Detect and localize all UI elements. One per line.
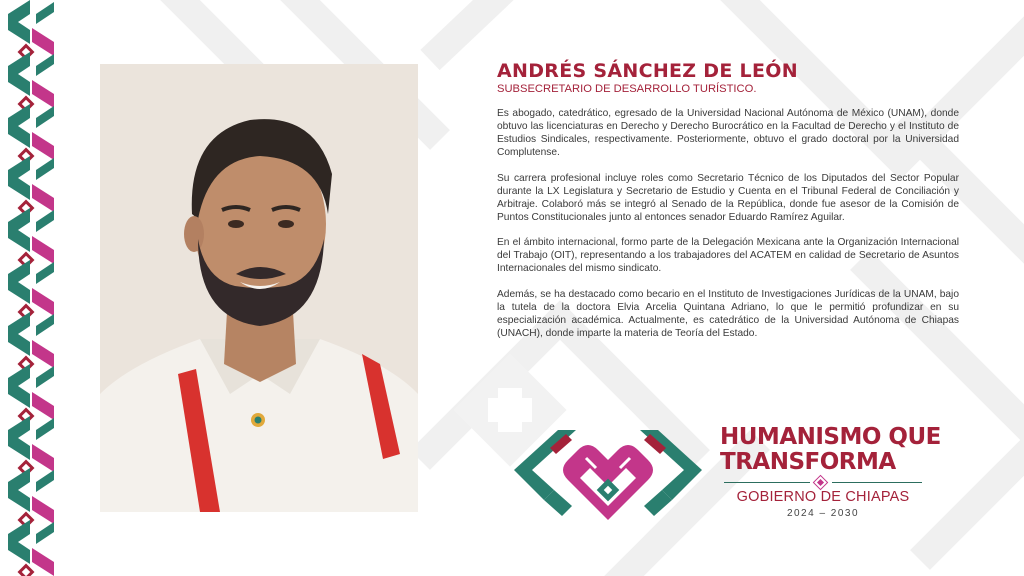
bio-paragraph: Su carrera profesional incluye roles como Secretario Técnico de los Diputados del Sector Popular durante la LX Legislatura y Secretario de Estudio y Cuenta en el Tribunal Federal de Conciliación y Arbitraje. Colaboró más se integró al Senado de la República, donde fue asesor de la Comisión de Puntos Constitucionales junto al entonces senador Eduardo Ramírez Aguilar. <box>497 172 959 223</box>
bio-paragraph: Además, se ha destacado como becario en el Instituto de Investigaciones Jurídicas de la UNAM, bajo la tutela de la doctora Elvia Arcelia Quintana Adriano, lo que le permitió profundizar en su especialización académica. Actualmente, es catedrático de la Universidad Autónoma de Chiapas (UNACH), donde imparte la materia de Teoría del Estado. <box>497 288 959 339</box>
bio-paragraph: Es abogado, catedrático, egresado de la Universidad Nacional Autónoma de México (UNAM), donde obtuvo las licenciaturas en Derecho y Derecho Burocrático en la Facultad de Derecho y el Instituto de Estudios Sindicales, respectivamente. Posteriormente, obtuvo el grado doctoral por la Universidad Complutense. <box>497 108 959 158</box>
decorative-border-pattern <box>0 0 62 576</box>
slogan-line-2: TRANSFORMA <box>720 449 896 475</box>
bio-paragraph: En el ámbito internacional, formo parte de la Delegación Mexicana ante la Organización Internacional del Trabajo (OIT), representando a los trabajadores del ACATEM en calidad de Secretario de Asuntos Internacionales del mismo sindicato. <box>497 237 959 274</box>
person-role: SUBSECRETARIO DE DESARROLLO TURÍSTICO. <box>497 83 757 95</box>
person-name: ANDRÉS SÁNCHEZ DE LEÓN <box>497 60 798 82</box>
government-years: 2024 – 2030 <box>786 508 860 519</box>
portrait-photo <box>100 64 418 512</box>
divider-right <box>832 482 922 483</box>
bio-text <box>497 107 959 340</box>
government-name: GOBIERNO DE CHIAPAS <box>736 489 910 505</box>
bio-content <box>497 60 959 352</box>
divider-left <box>724 482 810 483</box>
slogan-line-1: HUMANISMO QUE <box>720 424 941 450</box>
